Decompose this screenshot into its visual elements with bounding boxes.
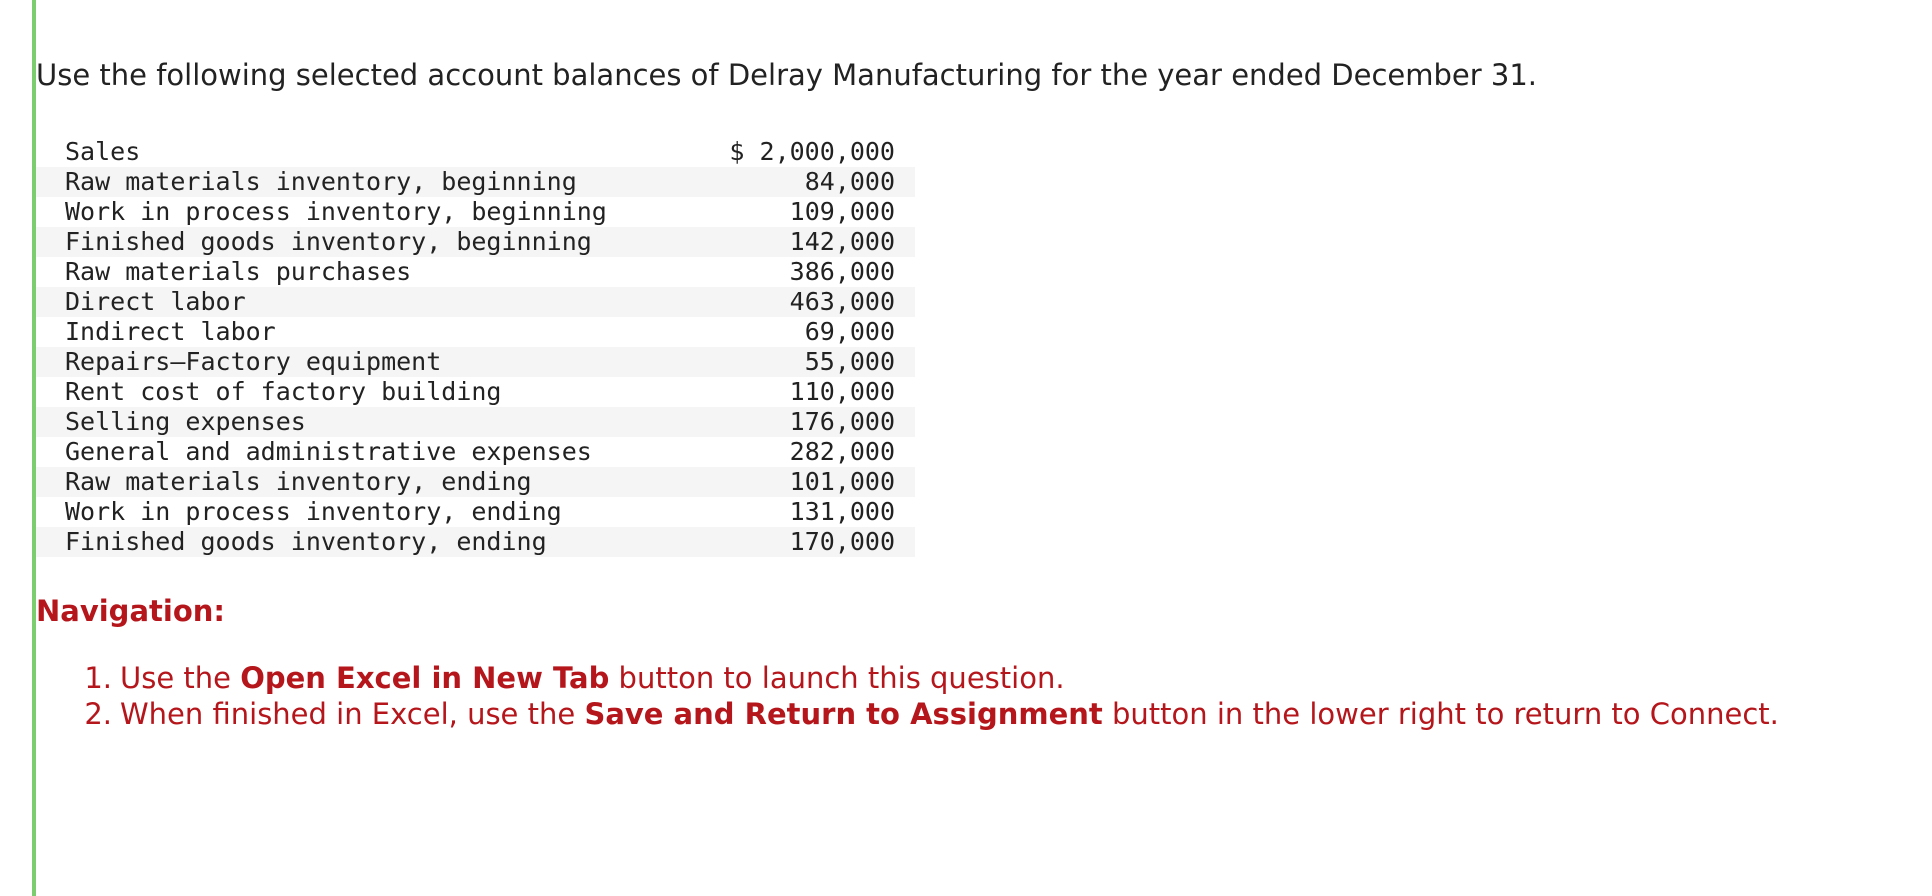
account-amount: 69,000 xyxy=(804,317,895,346)
account-label: Direct labor xyxy=(36,287,699,317)
table-row xyxy=(36,527,915,557)
navigation-steps xyxy=(36,660,1779,732)
account-amount: 131,000 xyxy=(789,497,895,526)
account-label: Indirect labor xyxy=(65,317,276,346)
step-button-name: Save and Return to Assignment xyxy=(584,697,1103,731)
account-amount: 55,000 xyxy=(699,347,915,377)
account-label: Work in process inventory, ending xyxy=(65,497,562,526)
navigation-step xyxy=(36,696,1779,732)
step-number: 1. xyxy=(84,661,112,695)
account-amount: 282,000 xyxy=(789,437,895,466)
table-row xyxy=(36,137,915,167)
step-button-name: Open Excel in New Tab xyxy=(240,661,610,695)
account-amount: 110,000 xyxy=(789,377,895,406)
step-text: Use the xyxy=(120,661,241,695)
step-text: button in the lower right to return to Connect. xyxy=(1102,697,1779,731)
table-row xyxy=(36,437,915,467)
intro-text: Use the following selected account balances of Delray Manufacturing for the year ended December 31. xyxy=(36,58,1538,92)
step-text: When finished in Excel, use the xyxy=(120,697,585,731)
navigation-step xyxy=(36,660,1779,696)
account-amount: 109,000 xyxy=(789,197,895,226)
step-number: 2. xyxy=(84,697,112,731)
account-amount: 84,000 xyxy=(699,167,915,197)
navigation-heading: Navigation: xyxy=(36,594,225,628)
table-row xyxy=(36,377,915,407)
account-label: Finished goods inventory, beginning xyxy=(36,227,699,257)
account-amount: 142,000 xyxy=(699,227,915,257)
account-label: Work in process inventory, beginning xyxy=(65,197,607,226)
account-amount: 176,000 xyxy=(699,407,915,437)
account-amount: 463,000 xyxy=(699,287,915,317)
account-label: Selling expenses xyxy=(36,407,699,437)
account-amount: $ 2,000,000 xyxy=(729,137,895,166)
table-row xyxy=(36,227,915,257)
table-row xyxy=(36,197,915,227)
table-row xyxy=(36,467,915,497)
table-row xyxy=(36,407,915,437)
account-amount: 101,000 xyxy=(699,467,915,497)
account-label: Raw materials inventory, ending xyxy=(36,467,699,497)
account-label: Raw materials purchases xyxy=(65,257,412,286)
account-label: Sales xyxy=(65,137,141,166)
step-text: button to launch this question. xyxy=(609,661,1065,695)
account-label: General and administrative expenses xyxy=(65,437,592,466)
table-row xyxy=(36,497,915,527)
table-row xyxy=(36,287,915,317)
account-amount: 386,000 xyxy=(789,257,895,286)
account-label: Repairs—Factory equipment xyxy=(36,347,699,377)
account-label: Raw materials inventory, beginning xyxy=(36,167,699,197)
table-row xyxy=(36,167,915,197)
table-row xyxy=(36,317,915,347)
table-row xyxy=(36,257,915,287)
account-label: Finished goods inventory, ending xyxy=(36,527,699,557)
account-balances-table xyxy=(36,137,915,557)
table-row xyxy=(36,347,915,377)
account-amount: 170,000 xyxy=(699,527,915,557)
account-label: Rent cost of factory building xyxy=(65,377,502,406)
